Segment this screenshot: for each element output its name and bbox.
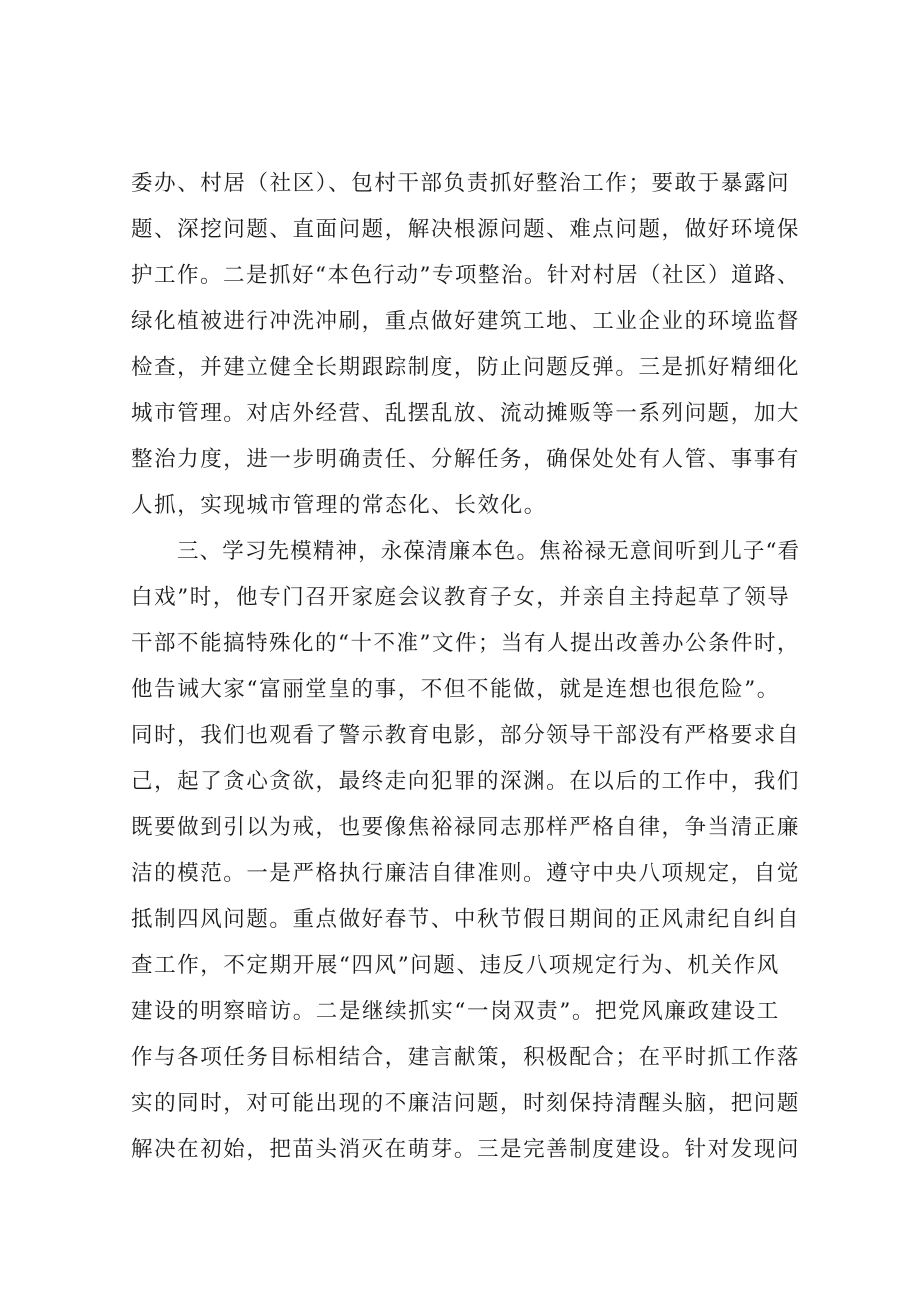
text-line: 己，起了贪心贪欲，最终走向犯罪的深渊。在以后的工作中，我们 xyxy=(131,769,800,794)
text-line: 城市管理。对店外经营、乱摆乱放、流动摊贩等一系列问题，加大 xyxy=(131,401,800,426)
section-heading-line: 三、学习先模精神，永葆清廉本色。焦裕禄无意间听到儿子“看 xyxy=(177,539,801,564)
text-line: 干部不能搞特殊化的“十不准”文件；当有人提出改善办公条件时， xyxy=(131,631,800,656)
text-line: 人抓，实现城市管理的常态化、长效化。 xyxy=(131,493,547,518)
text-line: 解决在初始，把苗头消灭在萌芽。三是完善制度建设。针对发现问 xyxy=(131,1137,800,1162)
text-line: 抵制四风问题。重点做好春节、中秋节假日期间的正风肃纪自纠自 xyxy=(131,907,800,932)
text-line: 护工作。二是抓好“本色行动”专项整治。针对村居（社区）道路、 xyxy=(131,263,800,288)
text-line: 实的同时，对可能出现的不廉洁问题，时刻保持清醒头脑，把问题 xyxy=(131,1091,800,1116)
text-line: 检查，并建立健全长期跟踪制度，防止问题反弹。三是抓好精细化 xyxy=(131,355,800,380)
text-line: 同时，我们也观看了警示教育电影，部分领导干部没有严格要求自 xyxy=(131,723,800,748)
text-line: 既要做到引以为戒，也要像焦裕禄同志那样严格自律，争当清正廉 xyxy=(131,815,800,840)
text-line: 建设的明察暗访。二是继续抓实“一岗双责”。把党风廉政建设工 xyxy=(131,999,780,1024)
text-line: 白戏”时，他专门召开家庭会议教育子女，并亲自主持起草了领导 xyxy=(131,585,791,610)
text-line: 整治力度，进一步明确责任、分解任务，确保处处有人管、事事有 xyxy=(131,447,800,472)
text-line: 委办、村居（社区）、包村干部负责抓好整治工作；要敢于暴露问 xyxy=(131,171,791,196)
text-line: 洁的模范。一是严格执行廉洁自律准则。遵守中央八项规定，自觉 xyxy=(131,861,800,886)
text-line: 绿化植被进行冲洗冲刷，重点做好建筑工地、工业企业的环境监督 xyxy=(131,309,800,334)
text-line: 题、深挖问题、直面问题，解决根源问题、难点问题，做好环境保 xyxy=(131,217,800,242)
text-line: 他告诫大家“富丽堂皇的事，不但不能做，就是连想也很危险”。 xyxy=(131,677,780,702)
text-line: 查工作，不定期开展“四风”问题、违反八项规定行为、机关作风 xyxy=(131,953,780,978)
text-line: 作与各项任务目标相结合，建言献策，积极配合；在平时抓工作落 xyxy=(131,1045,800,1070)
